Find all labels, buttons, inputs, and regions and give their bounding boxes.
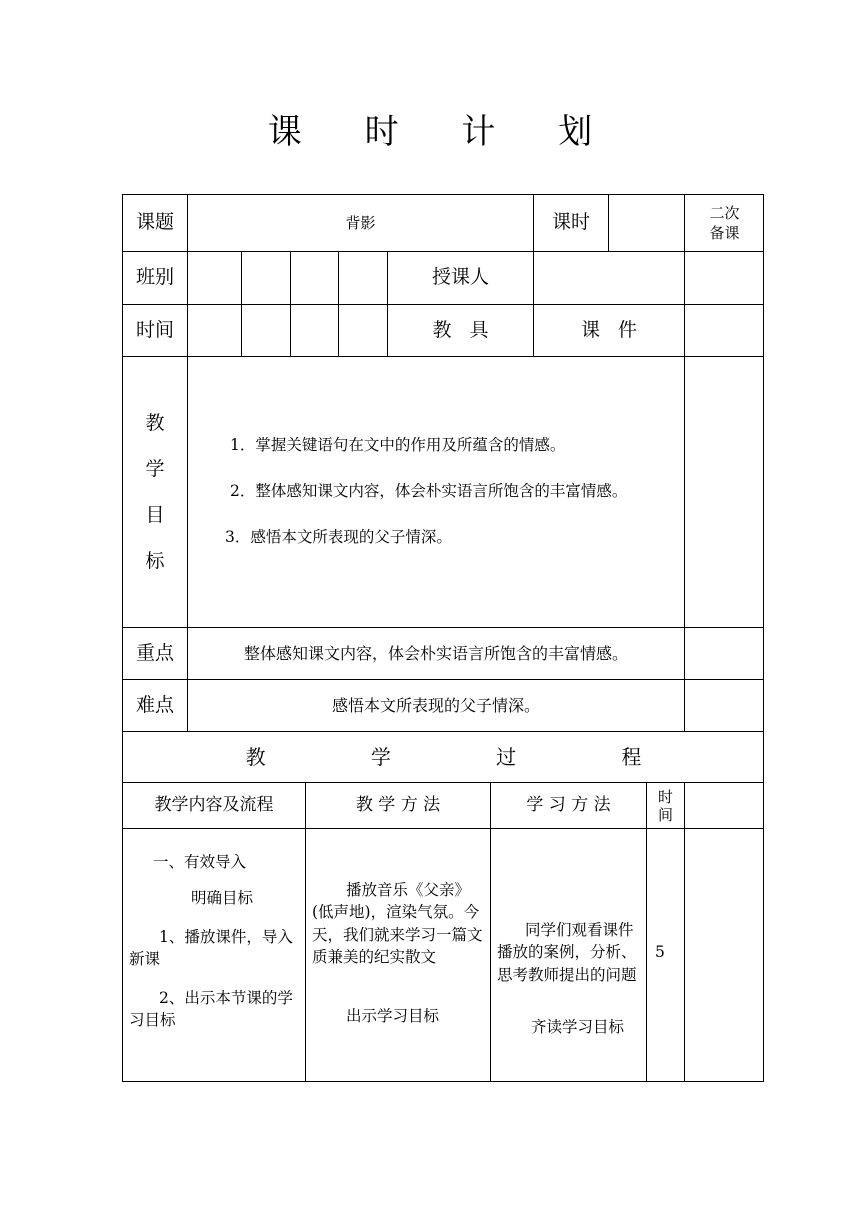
time-cell-1: [187, 304, 241, 356]
goals-label-char: 目: [145, 504, 165, 526]
secondary-prep-cell: [684, 356, 764, 627]
courseware-label: 课件: [533, 304, 684, 356]
secondary-prep-cell: [684, 679, 764, 731]
learning-method-text: 同学们观看课件播放的案例，分析、思考教师提出的问题: [497, 921, 637, 984]
process-title-char: 过: [496, 744, 517, 769]
process-title: [122, 731, 764, 782]
key-point-value: 整体感知课文内容，体会朴实语言所饱含的丰富情感。: [187, 627, 684, 679]
goals-label-char: 教: [145, 412, 165, 434]
goal-item: 1．掌握关键语句在文中的作用及所蕴含的情感。: [230, 436, 566, 454]
class-cell-1: [187, 251, 241, 304]
goals-label-char: 标: [145, 550, 165, 572]
difficulty-value: 感悟本文所表现的父子情深。: [187, 679, 684, 731]
class-cell-4: [338, 251, 387, 304]
hours-label: 课时: [533, 194, 608, 251]
class-cell-3: [290, 251, 338, 304]
topic-label: 课题: [122, 194, 187, 251]
difficulty-label: 难点: [122, 679, 187, 731]
column-header-content: 教学内容及流程: [122, 782, 305, 828]
secondary-prep-cell: [684, 828, 764, 1082]
time-label: 时间: [122, 304, 187, 356]
key-point-label: 重点: [122, 627, 187, 679]
column-header-teaching-method: 教 学 方 法: [305, 782, 490, 828]
secondary-prep-cell: [684, 627, 764, 679]
flow-step: 1、播放课件，导入新课: [129, 927, 293, 969]
teaching-method-text: 出示学习目标: [346, 1006, 440, 1025]
secondary-prep-cell: [684, 304, 764, 356]
class-label: 班别: [122, 251, 187, 304]
process-title-char: 教: [245, 744, 266, 769]
goals-content: [187, 356, 684, 627]
teacher-value: [533, 251, 684, 304]
teaching-method-text: 播放音乐《父亲》(低声地)，渲染气氛。今天，我们就来学习一篇文质兼美的纪实散文: [312, 881, 483, 967]
page-title: 课 时 计 划: [267, 112, 619, 152]
time-cell-3: [290, 304, 338, 356]
class-cell-2: [241, 251, 290, 304]
teaching-method-cell: [305, 828, 490, 1082]
learning-method-text: 齐读学习目标: [531, 1018, 625, 1037]
goals-label-char: 学: [145, 458, 165, 480]
process-title-char: 学: [370, 744, 391, 769]
topic-value: 背影: [187, 194, 533, 251]
secondary-prep-cell: [684, 782, 764, 828]
flow-step: 2、出示本节课的学习目标: [129, 988, 293, 1030]
goal-item: 3．感悟本文所表现的父子情深。: [225, 528, 452, 546]
hours-value: [608, 194, 684, 251]
secondary-prep-cell: [684, 251, 764, 304]
process-title-char: 程: [621, 744, 642, 769]
column-header-time: 时间: [646, 782, 684, 828]
flow-step: 一、有效导入: [153, 853, 247, 871]
learning-method-cell: [490, 828, 646, 1082]
flow-step: 明确目标: [191, 889, 254, 908]
teacher-label: 授课人: [387, 251, 533, 304]
lesson-plan-table: [122, 194, 764, 1082]
column-header-learning-method: 学 习 方 法: [490, 782, 646, 828]
time-cell-2: [241, 304, 290, 356]
time-value-cell: [646, 828, 684, 1082]
time-cell-4: [338, 304, 387, 356]
goal-item: 2．整体感知课文内容，体会朴实语言所饱含的丰富情感。: [230, 482, 628, 500]
flow-content-cell: [122, 828, 305, 1082]
secondary-prep-label: 二次备课: [684, 194, 764, 251]
goals-label: [122, 356, 187, 627]
teaching-aids-label: 教具: [387, 304, 533, 356]
time-value: 5: [655, 943, 665, 961]
